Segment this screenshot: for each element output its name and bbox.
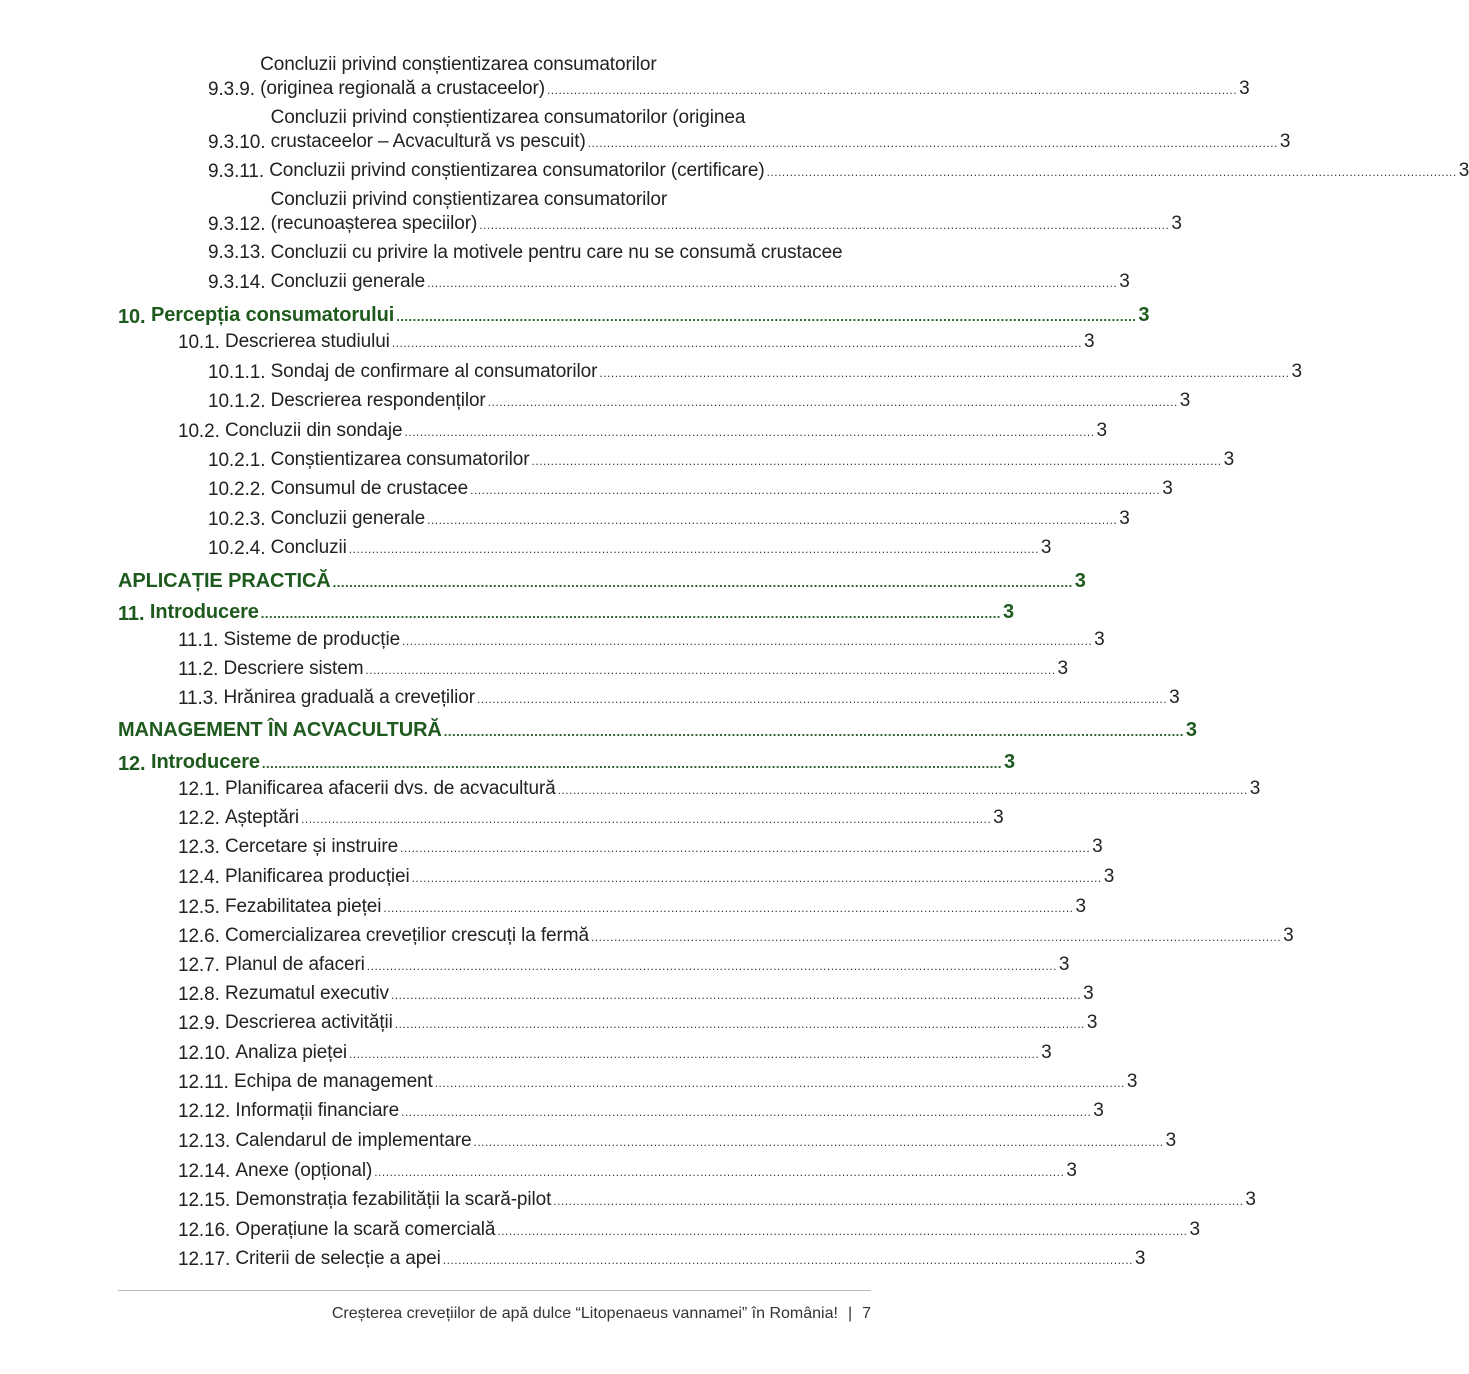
entry-number: 9.3.12.	[208, 214, 266, 235]
toc-entry[interactable]	[178, 628, 1105, 653]
leader-dots: ....................................................................................................................................................................................	[487, 395, 1178, 409]
leader-dots: ....................................................................................................................................................................................	[411, 871, 1102, 885]
page-number: 3	[1093, 1100, 1104, 1121]
leader-dots: ....................................................................................................................................................................................	[590, 930, 1282, 944]
leader-dots: ....................................................................................................................................................................................	[427, 513, 1118, 527]
page-number: 3	[1223, 449, 1235, 470]
footer-divider	[118, 1290, 871, 1291]
entry-title-line: Hrănirea graduală a crevețilior	[223, 687, 475, 708]
entry-title-line: Rezumatul executiv	[224, 983, 389, 1004]
entry-number: 12.10.	[178, 1043, 231, 1064]
entry-title-line: Sondaj de confirmare al consumatorilor	[270, 361, 598, 382]
footer-title: Creșterea crevețiilor de apă dulce “Litopenaeus vannamei” în România!	[331, 1305, 838, 1322]
entry-title-line: Concluzii privind conștientizarea consumatorilor (certificare)	[269, 160, 765, 181]
entry-title-line: Concluzii privind conștientizarea consumatorilor (originea	[270, 107, 746, 128]
leader-dots: ....................................................................................................................................................................................	[332, 575, 1073, 590]
leader-dots: ....................................................................................................................................................................................	[365, 663, 1056, 677]
entry-number: 10.2.3.	[208, 509, 266, 530]
toc-entry[interactable]	[208, 241, 871, 265]
page-number: 3	[1185, 719, 1197, 741]
page-number: 3	[1162, 478, 1173, 499]
page-number: 3	[1171, 213, 1182, 234]
page-number: 3	[1057, 658, 1069, 679]
entry-number: 12.5.	[178, 897, 220, 918]
entry-title-line: (recunoașterea speciilor)	[270, 213, 478, 234]
toc-entry[interactable]	[178, 1099, 1104, 1124]
entry-title-line: Descriere sistem	[223, 658, 364, 679]
entry-title-line: Echipa de management	[234, 1071, 433, 1092]
leader-dots: ....................................................................................................................................................................................	[349, 1047, 1040, 1061]
page-number: 3	[1239, 78, 1250, 99]
toc-entry[interactable]	[178, 1247, 1146, 1272]
leader-dots: ....................................................................................................................................................................................	[531, 454, 1222, 468]
entry-number: 11.	[118, 603, 145, 625]
leader-dots: ....................................................................................................................................................................................	[348, 542, 1039, 556]
entry-number: 12.4.	[178, 867, 220, 888]
entry-title-line: Analiza pieței	[235, 1042, 348, 1063]
page-footer	[332, 1305, 871, 1323]
toc-entry[interactable]	[208, 188, 1182, 237]
page-number: 3	[1134, 1248, 1146, 1269]
toc-entry[interactable]	[208, 448, 1235, 473]
entry-number: 12.12.	[178, 1101, 231, 1122]
leader-dots: ....................................................................................................................................................................................	[374, 1165, 1065, 1179]
entry-number: 12.	[118, 753, 146, 775]
leader-dots: ....................................................................................................................................................................................	[427, 276, 1118, 290]
page-number: 3	[1086, 1012, 1098, 1033]
leader-dots: ....................................................................................................................................................................................	[476, 692, 1168, 706]
entry-title-line: Calendarul de implementare	[235, 1130, 472, 1151]
page-number: 3	[1279, 131, 1291, 152]
entry-number: 9.3.9.	[208, 79, 255, 100]
entry-title-line: Așteptări	[224, 807, 300, 828]
entry-title-line: crustaceelor – Acvacultură vs pescuit)	[270, 131, 586, 152]
page-number: 3	[1138, 304, 1150, 326]
leader-dots: ....................................................................................................................................................................................	[394, 1017, 1085, 1031]
entry-number: 10.2.	[178, 421, 220, 442]
entry-number: 12.6.	[178, 926, 220, 947]
leader-dots: ....................................................................................................................................................................................	[546, 83, 1238, 97]
toc-entry[interactable]	[178, 1011, 1098, 1036]
leader-dots: ....................................................................................................................................................................................	[599, 366, 1290, 380]
toc-entry[interactable]	[178, 777, 1261, 802]
page-number: 3	[1126, 1071, 1138, 1092]
entry-number: 10.1.1.	[208, 362, 266, 383]
page-number: 3	[1075, 896, 1086, 917]
leader-dots: ....................................................................................................................................................................................	[261, 756, 1003, 771]
entry-title-line: Informații financiare	[235, 1100, 400, 1121]
entry-title-line: Concluzii generale	[270, 508, 426, 529]
entry-title-line: Sisteme de producție	[223, 629, 401, 650]
leader-dots: ....................................................................................................................................................................................	[470, 483, 1161, 497]
toc-entry[interactable]	[208, 536, 1052, 561]
page-number: 3	[1245, 1189, 1256, 1210]
page-number: 3	[1283, 925, 1294, 946]
entry-title-line: Descrierea studiului	[224, 331, 390, 352]
toc-entry[interactable]	[178, 806, 1004, 831]
page-number: 3	[1103, 866, 1115, 887]
leader-dots: ....................................................................................................................................................................................	[401, 1105, 1092, 1119]
entry-title-line: Planificarea producției	[224, 866, 410, 887]
entry-title-line: Criterii de selecție a apei	[235, 1248, 441, 1269]
entry-title-line: Concluzii din sondaje	[224, 420, 403, 441]
toc-part[interactable]	[118, 718, 1197, 744]
toc-entry[interactable]	[178, 835, 1103, 860]
page-number: 3	[1169, 687, 1180, 708]
toc-entry[interactable]	[208, 477, 1173, 502]
entry-number: 12.3.	[178, 837, 220, 858]
page-number: 3	[1119, 508, 1130, 529]
toc-entry[interactable]	[178, 895, 1086, 920]
toc-entry[interactable]	[178, 1129, 1177, 1154]
page-number: 3	[1458, 160, 1469, 181]
leader-dots: ....................................................................................................................................................................................	[473, 1135, 1164, 1149]
entry-title-line: Comercializarea crevețilior crescuți la fermă	[224, 925, 589, 946]
toc-chapter[interactable]	[118, 303, 1150, 329]
leader-dots: ....................................................................................................................................................................................	[553, 1194, 1244, 1208]
toc-entry[interactable]	[178, 1218, 1200, 1243]
page-number: 3	[1041, 1042, 1052, 1063]
entry-number: 12.9.	[178, 1013, 220, 1034]
toc-entry[interactable]	[178, 1188, 1256, 1213]
leader-dots: ....................................................................................................................................................................................	[479, 218, 1170, 232]
leader-dots: ....................................................................................................................................................................................	[402, 634, 1093, 648]
entry-title-line: APLICAȚIE PRACTICĂ	[118, 570, 331, 592]
entry-number: 11.3.	[178, 688, 219, 709]
leader-dots: ....................................................................................................................................................................................	[443, 724, 1184, 739]
leader-dots: ....................................................................................................................................................................................	[383, 901, 1074, 915]
leader-dots: ....................................................................................................................................................................................	[766, 165, 1457, 179]
entry-title-line: Anexe (opțional)	[235, 1160, 373, 1181]
entry-title-line: Consumul de crustacee	[270, 478, 469, 499]
toc-entry[interactable]	[178, 686, 1180, 711]
page-number: 3	[1249, 778, 1261, 799]
entry-number: 12.8.	[178, 984, 220, 1005]
leader-dots: ....................................................................................................................................................................................	[390, 988, 1082, 1002]
toc-entry[interactable]	[178, 924, 1294, 949]
leader-dots: ....................................................................................................................................................................................	[442, 1253, 1133, 1267]
entry-number: 10.1.	[178, 332, 220, 353]
entry-number: 12.1.	[178, 779, 220, 800]
page-number: 3	[1066, 1160, 1077, 1181]
toc-entry[interactable]	[178, 330, 1095, 355]
leader-dots: ....................................................................................................................................................................................	[404, 425, 1095, 439]
entry-number: 9.3.10.	[208, 132, 266, 153]
leader-dots: ....................................................................................................................................................................................	[260, 606, 1001, 621]
page-number: 3	[1083, 983, 1094, 1004]
toc-entry[interactable]	[178, 865, 1115, 890]
entry-number: 11.1.	[178, 630, 219, 651]
entry-title-line: Cercetare și instruire	[224, 836, 399, 857]
entry-number: 12.2.	[178, 808, 220, 829]
entry-title-line: Concluzii generale	[270, 271, 426, 292]
entry-number: 9.3.11.	[208, 161, 264, 182]
leader-dots: ....................................................................................................................................................................................	[497, 1224, 1188, 1238]
leader-dots: ....................................................................................................................................................................................	[396, 309, 1137, 324]
entry-title-line: Concluzii cu privire la motivele pentru care nu se consumă crustacee	[270, 242, 843, 263]
entry-number: 11.2.	[178, 659, 219, 680]
page-number: 3	[1058, 954, 1070, 975]
page-number: 3	[1092, 836, 1103, 857]
leader-dots: ....................................................................................................................................................................................	[391, 336, 1082, 350]
entry-title-line: Concluzii privind conștientizarea consumatorilor	[260, 54, 657, 75]
leader-dots: ....................................................................................................................................................................................	[366, 959, 1057, 973]
entry-number: 12.14.	[178, 1161, 231, 1182]
leader-dots: ....................................................................................................................................................................................	[587, 136, 1278, 150]
toc-entry[interactable]	[208, 270, 1130, 295]
entry-title-line: Descrierea activității	[224, 1012, 393, 1033]
page-number: 3	[1165, 1130, 1177, 1151]
page-number: 3	[1083, 331, 1095, 352]
toc-entry[interactable]	[208, 159, 1469, 184]
entry-title-line: Operațiune la scară comercială	[235, 1219, 496, 1240]
entry-title-line: (originea regională a crustaceelor)	[260, 78, 545, 99]
toc-chapter[interactable]	[118, 600, 1014, 626]
page-number: 3	[1291, 361, 1302, 382]
entry-number: 9.3.13.	[208, 242, 266, 263]
entry-number: 12.13.	[178, 1131, 231, 1152]
entry-number: 10.1.2.	[208, 391, 266, 412]
leader-dots: ....................................................................................................................................................................................	[557, 783, 1248, 797]
entry-title-line: Fezabilitatea pieței	[224, 896, 382, 917]
toc-entry[interactable]	[208, 53, 1250, 102]
entry-title-line: Introducere	[150, 751, 260, 773]
toc-part[interactable]	[118, 569, 1086, 595]
entry-number: 12.7.	[178, 955, 220, 976]
footer-separator: |	[847, 1305, 853, 1322]
entry-title-line: Demonstrația fezabilității la scară-pilot	[235, 1189, 552, 1210]
toc-entry[interactable]	[178, 1041, 1052, 1066]
toc-entry[interactable]	[208, 507, 1130, 532]
entry-title-line: MANAGEMENT ÎN ACVACULTURĂ	[118, 719, 442, 741]
page-number: 3	[1040, 537, 1052, 558]
entry-number: 10.	[118, 306, 146, 328]
entry-title-line: Introducere	[149, 601, 259, 623]
entry-title-line: Planificarea afacerii dvs. de acvacultură	[224, 778, 556, 799]
page-number: 3	[1189, 1219, 1200, 1240]
page-number: 3	[1119, 271, 1130, 292]
toc-entry[interactable]	[178, 1159, 1077, 1184]
toc-entry[interactable]	[178, 419, 1108, 444]
entry-number: 12.16.	[178, 1220, 231, 1241]
page-number: 3	[1004, 751, 1016, 773]
entry-number: 12.15.	[178, 1190, 231, 1211]
entry-number: 12.11.	[178, 1072, 229, 1093]
page-number: 3	[1096, 420, 1108, 441]
entry-title-line: Conștientizarea consumatorilor	[270, 449, 530, 470]
toc-entry[interactable]	[208, 389, 1191, 414]
page-number: 3	[1074, 570, 1086, 592]
entry-title-line: Concluzii privind conștientizarea consumatorilor	[270, 189, 668, 210]
entry-number: 9.3.14.	[208, 272, 266, 293]
entry-title-line: Planul de afaceri	[224, 954, 365, 975]
entry-number: 12.17.	[178, 1249, 231, 1270]
toc-entry[interactable]	[208, 360, 1302, 385]
entry-title-line: Descrierea respondenților	[270, 390, 486, 411]
entry-title-line: Concluzii	[270, 537, 347, 558]
toc-entry[interactable]	[178, 1070, 1138, 1095]
entry-number: 10.2.2.	[208, 479, 266, 500]
toc-chapter[interactable]	[118, 750, 1016, 776]
page-number: 3	[993, 807, 1004, 828]
page-number: 3	[1002, 601, 1014, 623]
entry-number: 10.2.1.	[208, 450, 266, 471]
leader-dots: ....................................................................................................................................................................................	[301, 812, 992, 826]
footer-page-number: 7	[862, 1305, 871, 1322]
entry-number: 10.2.4.	[208, 538, 266, 559]
page-number: 3	[1094, 629, 1105, 650]
leader-dots: ....................................................................................................................................................................................	[434, 1076, 1125, 1090]
entry-title-line: Percepția consumatorului	[150, 304, 395, 326]
toc-entry[interactable]	[178, 982, 1094, 1007]
toc-entry[interactable]	[178, 657, 1069, 682]
leader-dots: ....................................................................................................................................................................................	[400, 841, 1091, 855]
page-number: 3	[1179, 390, 1191, 411]
toc-entry[interactable]	[178, 953, 1070, 978]
toc-entry[interactable]	[208, 106, 1291, 155]
